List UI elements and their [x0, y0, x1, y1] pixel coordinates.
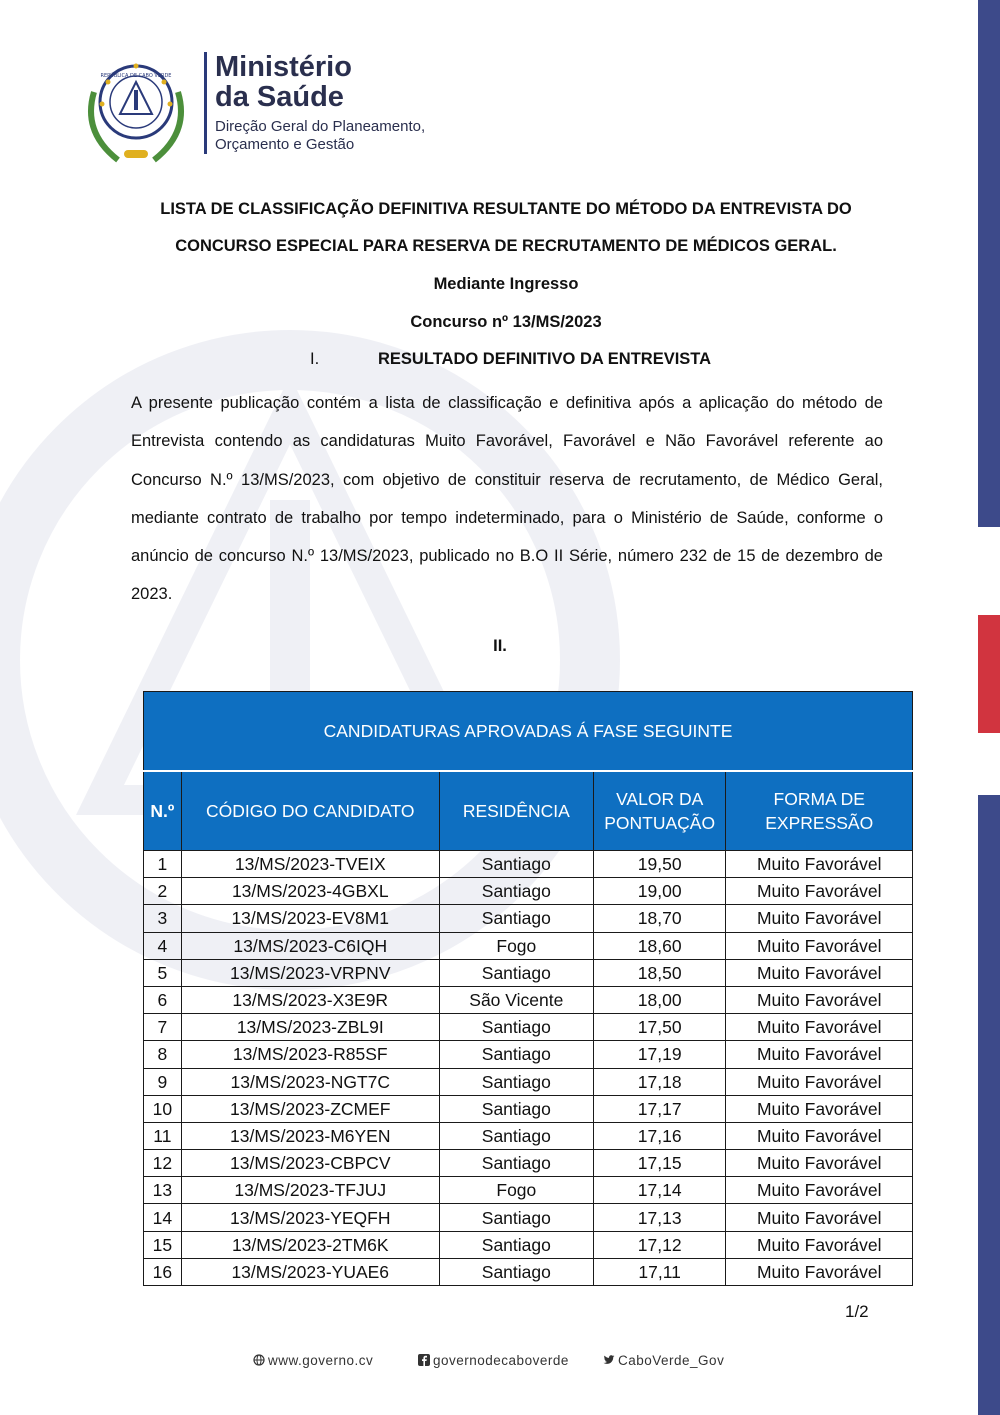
cell-form: Muito Favorável — [726, 1204, 913, 1231]
cell-no: 8 — [144, 1041, 182, 1068]
col-header-value-l1: VALOR DA — [616, 789, 704, 809]
cell-code: 13/MS/2023-ZBL9I — [181, 1014, 439, 1041]
cell-residence: Santiago — [439, 905, 593, 932]
cell-form: Muito Favorável — [726, 1014, 913, 1041]
cell-no: 5 — [144, 959, 182, 986]
cell-residence: Santiago — [439, 851, 593, 878]
cell-value: 17,13 — [593, 1204, 726, 1231]
table-row — [144, 1150, 913, 1177]
table-row — [144, 1204, 913, 1231]
cell-no: 1 — [144, 851, 182, 878]
cell-value: 19,50 — [593, 851, 726, 878]
cell-code: 13/MS/2023-YUAE6 — [181, 1258, 439, 1285]
cell-value: 17,12 — [593, 1231, 726, 1258]
results-table — [143, 691, 913, 1286]
cell-no: 6 — [144, 986, 182, 1013]
cell-residence: Fogo — [439, 932, 593, 959]
coat-of-arms-icon — [78, 52, 194, 168]
cell-value: 19,00 — [593, 878, 726, 905]
table-row — [144, 959, 913, 986]
table-row — [144, 1177, 913, 1204]
cell-residence: Santiago — [439, 1014, 593, 1041]
cell-code: 13/MS/2023-4GBXL — [181, 878, 439, 905]
cell-residence: São Vicente — [439, 986, 593, 1013]
cell-form: Muito Favorável — [726, 851, 913, 878]
cell-residence: Santiago — [439, 1095, 593, 1122]
cell-no: 3 — [144, 905, 182, 932]
footer-facebook[interactable] — [418, 1353, 569, 1368]
cell-code: 13/MS/2023-C6IQH — [181, 932, 439, 959]
col-header-code: CÓDIGO DO CANDIDATO — [181, 771, 439, 851]
globe-icon — [253, 1354, 265, 1366]
letterhead — [78, 52, 498, 172]
cell-value: 17,14 — [593, 1177, 726, 1204]
cell-value: 18,00 — [593, 986, 726, 1013]
table-row — [144, 932, 913, 959]
col-header-value-l2: PONTUAÇÃO — [604, 813, 716, 833]
col-header-form — [726, 771, 913, 851]
table-row — [144, 1095, 913, 1122]
footer-facebook-text: governodecaboverde — [433, 1353, 569, 1368]
cell-residence: Santiago — [439, 1041, 593, 1068]
cell-form: Muito Favorável — [726, 1258, 913, 1285]
table-body — [144, 851, 913, 1286]
table-row — [144, 851, 913, 878]
cell-no: 4 — [144, 932, 182, 959]
cell-residence: Santiago — [439, 959, 593, 986]
section2-heading: II. — [493, 637, 507, 655]
cell-no: 2 — [144, 878, 182, 905]
cell-code: 13/MS/2023-NGT7C — [181, 1068, 439, 1095]
seal-text: REPÚBLICA DE CABO VERDE — [100, 73, 172, 79]
cell-form: Muito Favorável — [726, 878, 913, 905]
twitter-icon — [603, 1354, 615, 1366]
side-bar-blue-top — [978, 0, 1000, 527]
cell-value: 17,19 — [593, 1041, 726, 1068]
table-row — [144, 1122, 913, 1149]
section1-heading — [310, 350, 711, 369]
cell-value: 18,70 — [593, 905, 726, 932]
col-header-residence: RESIDÊNCIA — [439, 771, 593, 851]
ministry-line2: da Saúde — [215, 81, 344, 113]
cell-value: 17,16 — [593, 1122, 726, 1149]
cell-value: 17,11 — [593, 1258, 726, 1285]
table-row — [144, 1068, 913, 1095]
cell-residence: Fogo — [439, 1177, 593, 1204]
cell-code: 13/MS/2023-X3E9R — [181, 986, 439, 1013]
cell-code: 13/MS/2023-YEQFH — [181, 1204, 439, 1231]
footer-twitter[interactable] — [603, 1353, 724, 1368]
cell-residence: Santiago — [439, 878, 593, 905]
col-header-value — [593, 771, 726, 851]
cell-residence: Santiago — [439, 1150, 593, 1177]
table-row — [144, 1041, 913, 1068]
table-row — [144, 878, 913, 905]
page-number: 1/2 — [845, 1302, 869, 1321]
table-row — [144, 1014, 913, 1041]
document-title-line2: CONCURSO ESPECIAL PARA RESERVA DE RECRUTAMENTO DE MÉDICOS GERAL. — [175, 237, 837, 255]
cell-form: Muito Favorável — [726, 1068, 913, 1095]
contest-number: Concurso nº 13/MS/2023 — [410, 313, 602, 331]
dept-line1: Direção Geral do Planeamento, — [215, 118, 426, 135]
cell-no: 16 — [144, 1258, 182, 1285]
cell-no: 12 — [144, 1150, 182, 1177]
cell-form: Muito Favorável — [726, 1041, 913, 1068]
cell-no: 10 — [144, 1095, 182, 1122]
document-subtitle: Mediante Ingresso — [433, 275, 579, 293]
cell-no: 7 — [144, 1014, 182, 1041]
ministry-name-block — [204, 52, 425, 154]
cell-form: Muito Favorável — [726, 1231, 913, 1258]
cell-code: 13/MS/2023-ZCMEF — [181, 1095, 439, 1122]
cell-residence: Santiago — [439, 1231, 593, 1258]
side-bar-blue-bottom — [978, 795, 1000, 1415]
cell-code: 13/MS/2023-CBPCV — [181, 1150, 439, 1177]
cell-code: 13/MS/2023-TFJUJ — [181, 1177, 439, 1204]
col-header-form-l2: EXPRESSÃO — [765, 813, 874, 833]
cell-value: 17,18 — [593, 1068, 726, 1095]
section1-title: RESULTADO DEFINITIVO DA ENTREVISTA — [378, 350, 712, 368]
document-title-line1: LISTA DE CLASSIFICAÇÃO DEFINITIVA RESULTANTE DO MÉTODO DA ENTREVISTA DO — [160, 200, 852, 218]
cell-value: 17,15 — [593, 1150, 726, 1177]
cell-residence: Santiago — [439, 1258, 593, 1285]
cell-code: 13/MS/2023-2TM6K — [181, 1231, 439, 1258]
table-row — [144, 905, 913, 932]
cell-code: 13/MS/2023-M6YEN — [181, 1122, 439, 1149]
cell-value: 18,60 — [593, 932, 726, 959]
cell-code: 13/MS/2023-R85SF — [181, 1041, 439, 1068]
cell-no: 14 — [144, 1204, 182, 1231]
table-caption: CANDIDATURAS APROVADAS Á FASE SEGUINTE — [144, 692, 913, 772]
table-row — [144, 1258, 913, 1285]
cell-value: 17,50 — [593, 1014, 726, 1041]
cell-no: 15 — [144, 1231, 182, 1258]
ministry-line1: Ministério — [215, 51, 352, 83]
table-row — [144, 1231, 913, 1258]
cell-residence: Santiago — [439, 1204, 593, 1231]
cell-form: Muito Favorável — [726, 1150, 913, 1177]
cell-form: Muito Favorável — [726, 905, 913, 932]
cell-form: Muito Favorável — [726, 986, 913, 1013]
cell-code: 13/MS/2023-TVEIX — [181, 851, 439, 878]
cell-form: Muito Favorável — [726, 932, 913, 959]
col-header-no: N.º — [144, 771, 182, 851]
cell-value: 18,50 — [593, 959, 726, 986]
cell-no: 9 — [144, 1068, 182, 1095]
intro-paragraph — [131, 384, 883, 614]
intro-text: A presente publicação contém a lista de classificação e definitiva após a aplicação do método de Entrevista contendo as candidaturas Muito Favorável, Favorável e Não Favorável referente ao Concurso N.º 13/MS/2023, com objetivo de constituir reserva de recrutamento, de Médico Geral, mediante contrato de trabalho por tempo indeterminado, para o Ministério de Saúde, conforme o anúncio de concurso N.º 13/MS/2023, publicado no B.O II Série, número 232 de 15 de dezembro de 2023. — [131, 394, 883, 604]
footer-website[interactable] — [253, 1353, 373, 1368]
cell-form: Muito Favorável — [726, 1095, 913, 1122]
section1-number: I. — [310, 350, 320, 368]
cell-value: 17,17 — [593, 1095, 726, 1122]
side-bar-red — [978, 615, 1000, 733]
footer-website-text: www.governo.cv — [268, 1353, 374, 1368]
cell-code: 13/MS/2023-EV8M1 — [181, 905, 439, 932]
cell-form: Muito Favorável — [726, 959, 913, 986]
cell-residence: Santiago — [439, 1068, 593, 1095]
facebook-icon — [418, 1354, 430, 1366]
table-row — [144, 986, 913, 1013]
cell-code: 13/MS/2023-VRPNV — [181, 959, 439, 986]
cell-residence: Santiago — [439, 1122, 593, 1149]
footer-twitter-text: CaboVerde_Gov — [618, 1353, 725, 1368]
cell-no: 11 — [144, 1122, 182, 1149]
cell-no: 13 — [144, 1177, 182, 1204]
col-header-form-l1: FORMA DE — [773, 789, 865, 809]
dept-line2: Orçamento e Gestão — [215, 136, 355, 153]
cell-form: Muito Favorável — [726, 1177, 913, 1204]
cell-form: Muito Favorável — [726, 1122, 913, 1149]
